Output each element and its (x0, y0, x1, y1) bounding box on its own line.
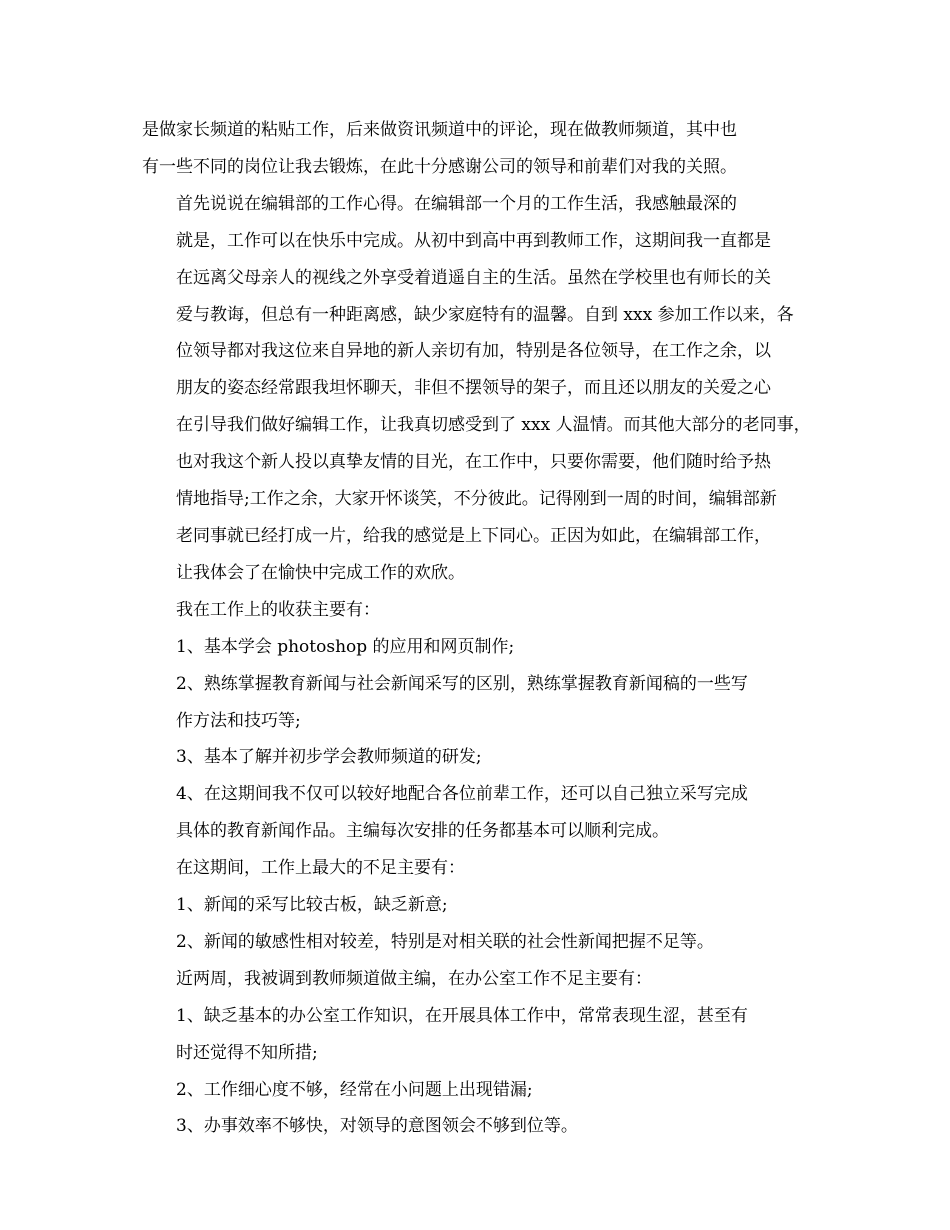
text-line: 首先说说在编辑部的工作心得。在编辑部一个月的工作生活，我感触最深的 (176, 193, 737, 214)
paragraph (142, 850, 828, 887)
text-line: 有一些不同的岗位让我去锻炼，在此十分感谢公司的领导和前辈们对我的关照。 (142, 156, 737, 177)
text-line: 爱与教诲，但总有一种距离感，缺少家庭特有的温馨。自到 xxx 参加工作以来，各 (176, 304, 794, 325)
paragraph (142, 1072, 828, 1109)
text-line: 是做家长频道的粘贴工作，后来做资讯频道中的评论，现在做教师频道，其中也 (142, 120, 737, 140)
paragraph (142, 739, 828, 776)
paragraph (142, 887, 828, 924)
text-line: 让我体会了在愉快中完成工作的欢欣。 (176, 562, 465, 583)
paragraph (142, 1108, 828, 1145)
text-line: 2、工作细心度不够，经常在小问题上出现错漏; (176, 1079, 533, 1100)
text-line: 3、办事效率不够快，对领导的意图领会不够到位等。 (176, 1116, 578, 1137)
text-line: 老同事就已经打成一片，给我的感觉是上下同心。正因为如此，在编辑部工作， (176, 525, 771, 546)
paragraph (142, 666, 828, 740)
text-line: 位领导都对我这位来自异地的新人亲切有加，特别是各位领导，在工作之余，以 (176, 341, 771, 362)
text-line: 1、缺乏基本的办公室工作知识，在开展具体工作中，常常表现生涩，甚至有 (176, 1005, 748, 1026)
text-line: 情地指导;工作之余，大家开怀谈笑，不分彼此。记得刚到一周的时间，编辑部新 (176, 489, 777, 510)
text-line: 1、新闻的采写比较古板，缺乏新意; (176, 895, 448, 916)
text-line: 在这期间，工作上最大的不足主要有： (176, 858, 465, 879)
paragraph (142, 998, 828, 1072)
text-line: 在引导我们做好编辑工作，让我真切感受到了 xxx 人温情。而其他大部分的老同事， (176, 415, 811, 436)
text-line: 2、新闻的敏感性相对较差，特别是对相关联的社会性新闻把握不足等。 (176, 931, 714, 952)
paragraph (142, 629, 828, 666)
text-line: 1、基本学会 photoshop 的应用和网页制作; (176, 636, 515, 657)
text-line: 3、基本了解并初步学会教师频道的研发; (176, 747, 482, 768)
paragraph (142, 112, 828, 186)
text-line: 近两周，我被调到教师频道做主编，在办公室工作不足主要有： (176, 968, 652, 989)
text-line: 时还觉得不知所措; (176, 1042, 318, 1063)
text-line: 作方法和技巧等; (176, 710, 301, 731)
paragraph (142, 776, 828, 850)
document-body (142, 112, 828, 1145)
paragraph (142, 924, 828, 961)
text-line: 朋友的姿态经常跟我坦怀聊天，非但不摆领导的架子，而且还以朋友的关爱之心 (176, 378, 771, 399)
paragraph (142, 961, 828, 998)
paragraph (142, 186, 828, 592)
text-line: 具体的教育新闻作品。主编每次安排的任务都基本可以顺利完成。 (176, 821, 669, 842)
text-line: 我在工作上的收获主要有： (176, 599, 380, 620)
text-line: 2、熟练掌握教育新闻与社会新闻采写的区别，熟练掌握教育新闻稿的一些写 (176, 673, 748, 694)
text-line: 也对我这个新人投以真挚友情的目光，在工作中，只要你需要，他们随时给予热 (176, 452, 771, 473)
paragraph (142, 592, 828, 629)
text-line: 4、在这期间我不仅可以较好地配合各位前辈工作，还可以自己独立采写完成 (176, 784, 748, 805)
text-line: 就是，工作可以在快乐中完成。从初中到高中再到教师工作，这期间我一直都是 (176, 230, 771, 251)
text-line: 在远离父母亲人的视线之外享受着逍遥自主的生活。虽然在学校里也有师长的关 (176, 267, 771, 288)
